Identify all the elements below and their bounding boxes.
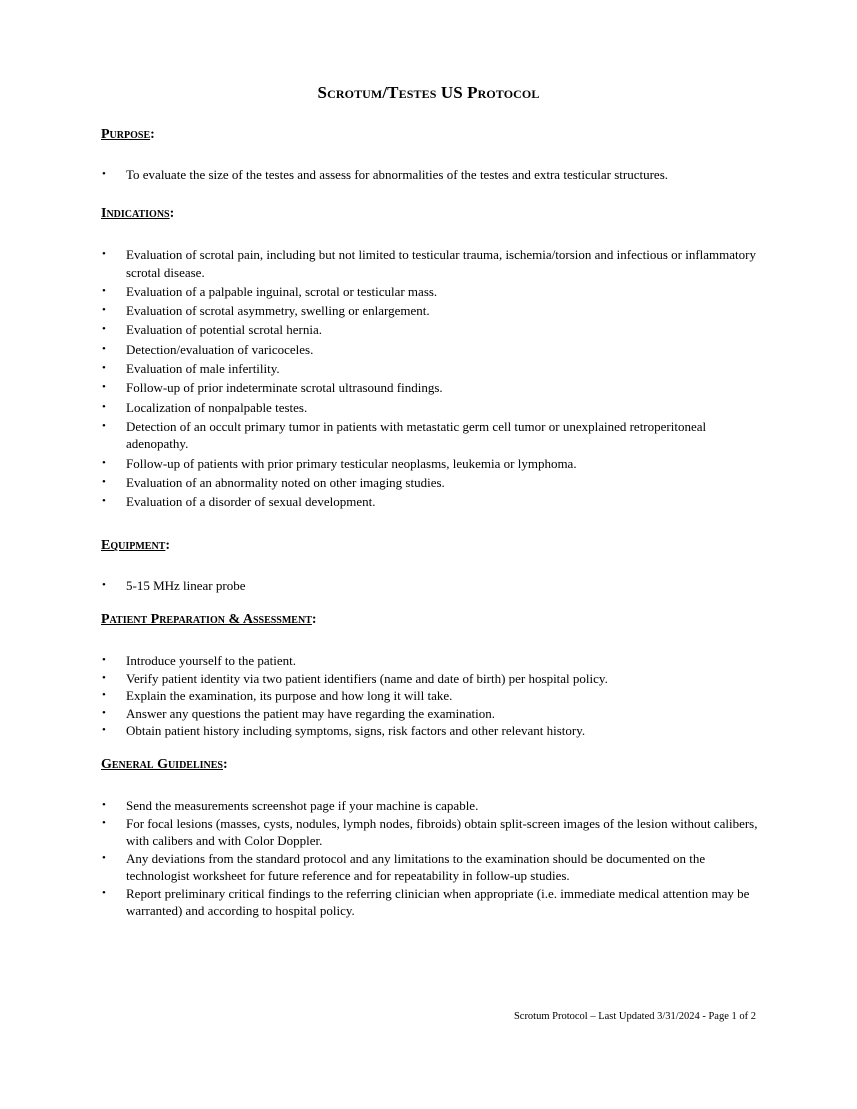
list-item: [101, 418, 763, 453]
section-heading-text: Equipment: [101, 538, 166, 553]
bullet-icon: •: [102, 579, 106, 591]
list-item: [101, 815, 763, 850]
list-item-text: Evaluation of a palpable inguinal, scrotal or testicular mass.: [126, 283, 438, 299]
list-item-text: To evaluate the size of the testes and assess for abnormalities of the testes and extra testicular structures.: [126, 167, 669, 182]
list-item-text: Send the measurements screenshot page if your machine is capable.: [126, 798, 479, 813]
list-item: [101, 379, 763, 397]
bullet-icon: •: [102, 361, 106, 374]
list-item-text: Evaluation of scrotal asymmetry, swelling or enlargement.: [126, 303, 430, 319]
list-item: [101, 399, 763, 417]
bullet-icon: •: [102, 248, 106, 260]
bullet-list: [101, 797, 763, 920]
list-item: [101, 341, 763, 359]
bullet-list: [101, 246, 763, 511]
section-heading-suffix: :: [169, 206, 175, 221]
bullet-icon: •: [102, 381, 106, 394]
bullet-list: [101, 577, 763, 595]
list-item-text: Evaluation of male infertility.: [126, 360, 280, 376]
bullet-icon: •: [102, 400, 106, 413]
section-heading: [101, 126, 763, 144]
list-item: [101, 687, 763, 705]
list-item-text: Detection/evaluation of varicoceles.: [126, 341, 314, 357]
bullet-icon: •: [102, 284, 106, 297]
list-item: [101, 577, 763, 595]
section-patient-preparation: [101, 611, 763, 740]
section-heading: [101, 205, 763, 223]
list-item-text: Evaluation of scrotal pain, including but not limited to testicular trauma, ischemia/torsion and infectious or inflammatory scrotal disease.: [126, 247, 756, 280]
bullet-list: [101, 166, 763, 184]
list-item: [101, 302, 763, 320]
list-item: [101, 797, 763, 815]
list-item: [101, 850, 763, 885]
list-item: [101, 493, 763, 511]
list-item: [101, 360, 763, 378]
bullet-icon: •: [102, 419, 106, 432]
list-item-text: Evaluation of a disorder of sexual development.: [126, 494, 376, 510]
bullet-icon: •: [102, 304, 106, 317]
list-item-text: Answer any questions the patient may have regarding the examination.: [126, 705, 495, 721]
section-heading-text: Purpose: [101, 127, 151, 142]
section-heading-suffix: :: [311, 612, 317, 627]
bullet-icon: •: [102, 799, 106, 811]
bullet-icon: •: [102, 168, 106, 180]
list-item-text: Any deviations from the standard protocol and any limitations to the examination should be documented on the technologist worksheet for future reference and for repeatability in follow-up studies.: [126, 850, 706, 883]
list-item: [101, 474, 763, 492]
bullet-icon: •: [102, 724, 106, 736]
list-item-text: Obtain patient history including symptoms, signs, risk factors and other relevant history.: [126, 723, 586, 738]
bullet-icon: •: [102, 475, 106, 488]
list-item: [101, 246, 763, 281]
bullet-icon: •: [102, 654, 106, 666]
section-purpose: [101, 126, 763, 185]
bullet-icon: •: [102, 495, 106, 508]
list-item-text: Detection of an occult primary tumor in patients with metastatic germ cell tumor or unexplained retroperitoneal adenopathy.: [126, 418, 707, 452]
list-item-text: Evaluation of potential scrotal hernia.: [126, 322, 323, 338]
section-heading-suffix: :: [165, 538, 171, 553]
bullet-icon: •: [102, 689, 106, 701]
section-heading-text: Patient Preparation & Assessment: [101, 612, 312, 627]
section-general-guidelines: [101, 756, 763, 920]
list-item-text: Follow-up of prior indeterminate scrotal ultrasound findings.: [126, 380, 443, 396]
bullet-icon: •: [102, 886, 106, 899]
list-item: [101, 705, 763, 723]
section-heading-text: Indications: [101, 206, 170, 221]
list-item: [101, 670, 763, 688]
section-heading: [101, 611, 763, 629]
section-heading-suffix: :: [222, 757, 228, 772]
list-item-text: Explain the examination, its purpose and how long it will take.: [126, 688, 453, 703]
list-item: [101, 652, 763, 670]
section-heading-suffix: :: [150, 127, 155, 142]
section-heading-text: General Guidelines: [101, 757, 223, 772]
list-item-text: Follow-up of patients with prior primary testicular neoplasms, leukemia or lymphoma.: [126, 455, 577, 471]
list-item: [101, 283, 763, 301]
list-item-text: Localization of nonpalpable testes.: [126, 399, 308, 415]
page-footer: Scrotum Protocol – Last Updated 3/31/2024 - Page 1 of 2: [513, 1011, 756, 1022]
document-title: Scrotum/Testes US Protocol: [317, 83, 540, 102]
bullet-icon: •: [102, 342, 106, 355]
list-item-text: Report preliminary critical findings to the referring clinician when appropriate (i.e. immediate medical attention may be warranted) and according to hospital policy.: [126, 885, 750, 918]
bullet-icon: •: [102, 323, 106, 336]
bullet-list: [101, 652, 763, 740]
list-item: [101, 722, 763, 740]
bullet-icon: •: [102, 816, 106, 829]
list-item: [101, 455, 763, 473]
bullet-icon: •: [102, 851, 106, 864]
section-heading: [101, 756, 763, 774]
bullet-icon: •: [102, 706, 106, 719]
section-indications: [101, 205, 763, 513]
list-item-text: 5-15 MHz linear probe: [126, 578, 246, 593]
list-item-text: Introduce yourself to the patient.: [126, 653, 297, 668]
section-equipment: [101, 537, 763, 596]
list-item-text: Evaluation of an abnormality noted on other imaging studies.: [126, 474, 445, 490]
list-item: [101, 321, 763, 339]
list-item-text: Verify patient identity via two patient identifiers (name and date of birth) per hospital policy.: [126, 670, 608, 686]
list-item-text: For focal lesions (masses, cysts, nodules, lymph nodes, fibroids) obtain split-screen images of the lesion without calibers, with calibers and with Color Doppler.: [126, 815, 758, 848]
section-heading: [101, 537, 763, 555]
bullet-icon: •: [102, 456, 106, 469]
bullet-icon: •: [102, 671, 106, 684]
list-item: [101, 885, 763, 920]
list-item: [101, 166, 763, 184]
